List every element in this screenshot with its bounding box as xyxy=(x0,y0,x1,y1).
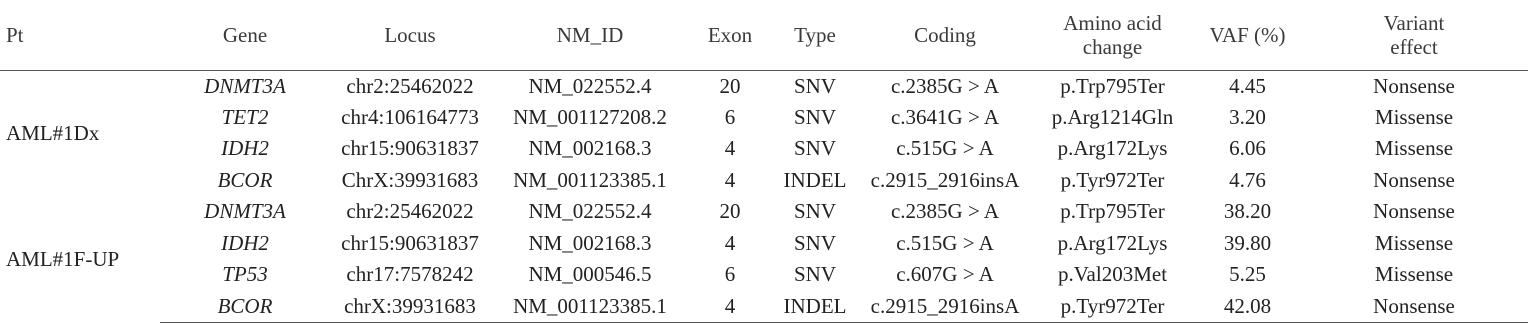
vaf-cell: 39.80 xyxy=(1223,230,1272,255)
exon-cell: 4 xyxy=(690,291,770,323)
exon-cell: 20 xyxy=(719,199,741,224)
header-gene: Gene xyxy=(160,0,330,70)
header-variant-effect xyxy=(1300,0,1528,70)
header-nm-id: NM_ID xyxy=(490,0,690,70)
exon-cell: 6 xyxy=(724,262,736,287)
patient-cell: AML#1F-UP xyxy=(6,246,120,271)
nm-id-cell: NM_022552.4 xyxy=(528,199,652,224)
type-cell: SNV xyxy=(793,199,836,224)
effect-cell: Nonsense xyxy=(1300,291,1528,323)
table-row xyxy=(0,165,1528,197)
effect-cell: Nonsense xyxy=(1373,167,1455,192)
locus-cell: chr4:106164773 xyxy=(341,104,479,129)
exon-cell: 4 xyxy=(724,136,736,161)
table-row xyxy=(0,291,1528,323)
type-cell: INDEL xyxy=(783,167,847,192)
nm-id-cell: NM_001127208.2 xyxy=(513,104,667,129)
gene-cell: TP53 xyxy=(222,262,268,287)
nm-id-cell: NM_002168.3 xyxy=(528,230,652,255)
vaf-cell: 4.45 xyxy=(1229,73,1266,98)
coding-cell: c.3641G > A xyxy=(890,104,1000,129)
header-exon: Exon xyxy=(690,0,770,70)
exon-cell: 20 xyxy=(719,73,741,98)
header-aa-line1: Amino acid xyxy=(1063,10,1162,35)
amino-acid-cell: p.Val203Met xyxy=(1057,262,1168,287)
vaf-cell: 4.76 xyxy=(1229,167,1266,192)
nm-id-cell: NM_001123385.1 xyxy=(513,167,667,192)
type-cell: SNV xyxy=(793,230,836,255)
amino-acid-cell: p.Trp795Ter xyxy=(1060,73,1165,98)
type-cell: INDEL xyxy=(770,291,860,323)
locus-cell: chr15:90631837 xyxy=(341,230,479,255)
effect-cell: Nonsense xyxy=(1373,73,1455,98)
amino-acid-cell: p.Arg172Lys xyxy=(1057,230,1168,255)
exon-cell: 6 xyxy=(724,104,736,129)
header-type: Type xyxy=(770,0,860,70)
gene-cell: DNMT3A xyxy=(204,199,286,224)
nm-id-cell: NM_002168.3 xyxy=(528,136,652,161)
gene-cell: DNMT3A xyxy=(204,73,286,98)
type-cell: SNV xyxy=(793,262,836,287)
effect-cell: Missense xyxy=(1374,104,1454,129)
locus-cell: chr2:25462022 xyxy=(346,73,474,98)
vaf-cell: 5.25 xyxy=(1229,262,1266,287)
effect-cell: Missense xyxy=(1374,136,1454,161)
nm-id-cell: NM_001123385.1 xyxy=(490,291,690,323)
gene-cell: IDH2 xyxy=(221,136,269,161)
gene-cell: IDH2 xyxy=(221,230,269,255)
amino-acid-cell: p.Arg172Lys xyxy=(1057,136,1168,161)
locus-cell: chrX:39931683 xyxy=(330,291,490,323)
nm-id-cell: NM_022552.4 xyxy=(528,73,652,98)
nm-id-cell: NM_000546.5 xyxy=(528,262,652,287)
table-body xyxy=(0,70,1528,322)
gene-cell: TET2 xyxy=(221,104,269,129)
vaf-cell: 42.08 xyxy=(1195,291,1300,323)
patient-cell: AML#1Dx xyxy=(6,120,100,145)
coding-cell: c.607G > A xyxy=(896,262,994,287)
gene-cell: BCOR xyxy=(217,167,273,192)
locus-cell: ChrX:39931683 xyxy=(341,167,479,192)
effect-cell: Missense xyxy=(1374,230,1454,255)
amino-acid-cell: p.Arg1214Gln xyxy=(1051,104,1174,129)
coding-cell: c.2385G > A xyxy=(890,73,1000,98)
coding-cell: c.515G > A xyxy=(896,230,994,255)
vaf-cell: 6.06 xyxy=(1229,136,1266,161)
header-effect-line1: Variant xyxy=(1383,10,1445,35)
effect-cell: Missense xyxy=(1374,262,1454,287)
header-effect-line2: effect xyxy=(1390,34,1438,59)
table-row xyxy=(0,133,1528,165)
header-locus: Locus xyxy=(330,0,490,70)
type-cell: SNV xyxy=(793,73,836,98)
table-row xyxy=(0,70,1528,102)
locus-cell: chr2:25462022 xyxy=(346,199,474,224)
header-coding: Coding xyxy=(860,0,1030,70)
vaf-cell: 38.20 xyxy=(1223,199,1272,224)
type-cell: SNV xyxy=(793,104,836,129)
amino-acid-cell: p.Tyr972Ter xyxy=(1030,291,1195,323)
locus-cell: chr15:90631837 xyxy=(341,136,479,161)
table-row xyxy=(0,196,1528,228)
amino-acid-cell: p.Trp795Ter xyxy=(1060,199,1165,224)
coding-cell: c.2915_2916insA xyxy=(860,291,1030,323)
type-cell: SNV xyxy=(793,136,836,161)
table-row xyxy=(0,102,1528,134)
header-aa-line2: change xyxy=(1082,34,1143,59)
coding-cell: c.2385G > A xyxy=(890,199,1000,224)
coding-cell: c.515G > A xyxy=(896,136,994,161)
table-row xyxy=(0,228,1528,260)
header-row xyxy=(0,0,1528,70)
header-amino-acid-change xyxy=(1030,0,1195,70)
effect-cell: Nonsense xyxy=(1373,199,1455,224)
vaf-cell: 3.20 xyxy=(1229,104,1266,129)
locus-cell: chr17:7578242 xyxy=(346,262,474,287)
header-pt: Pt xyxy=(0,0,160,70)
coding-cell: c.2915_2916insA xyxy=(870,167,1020,192)
exon-cell: 4 xyxy=(724,230,736,255)
amino-acid-cell: p.Tyr972Ter xyxy=(1060,167,1165,192)
header-vaf: VAF (%) xyxy=(1195,0,1300,70)
table-row xyxy=(0,259,1528,291)
gene-cell: BCOR xyxy=(160,291,330,323)
exon-cell: 4 xyxy=(724,167,736,192)
